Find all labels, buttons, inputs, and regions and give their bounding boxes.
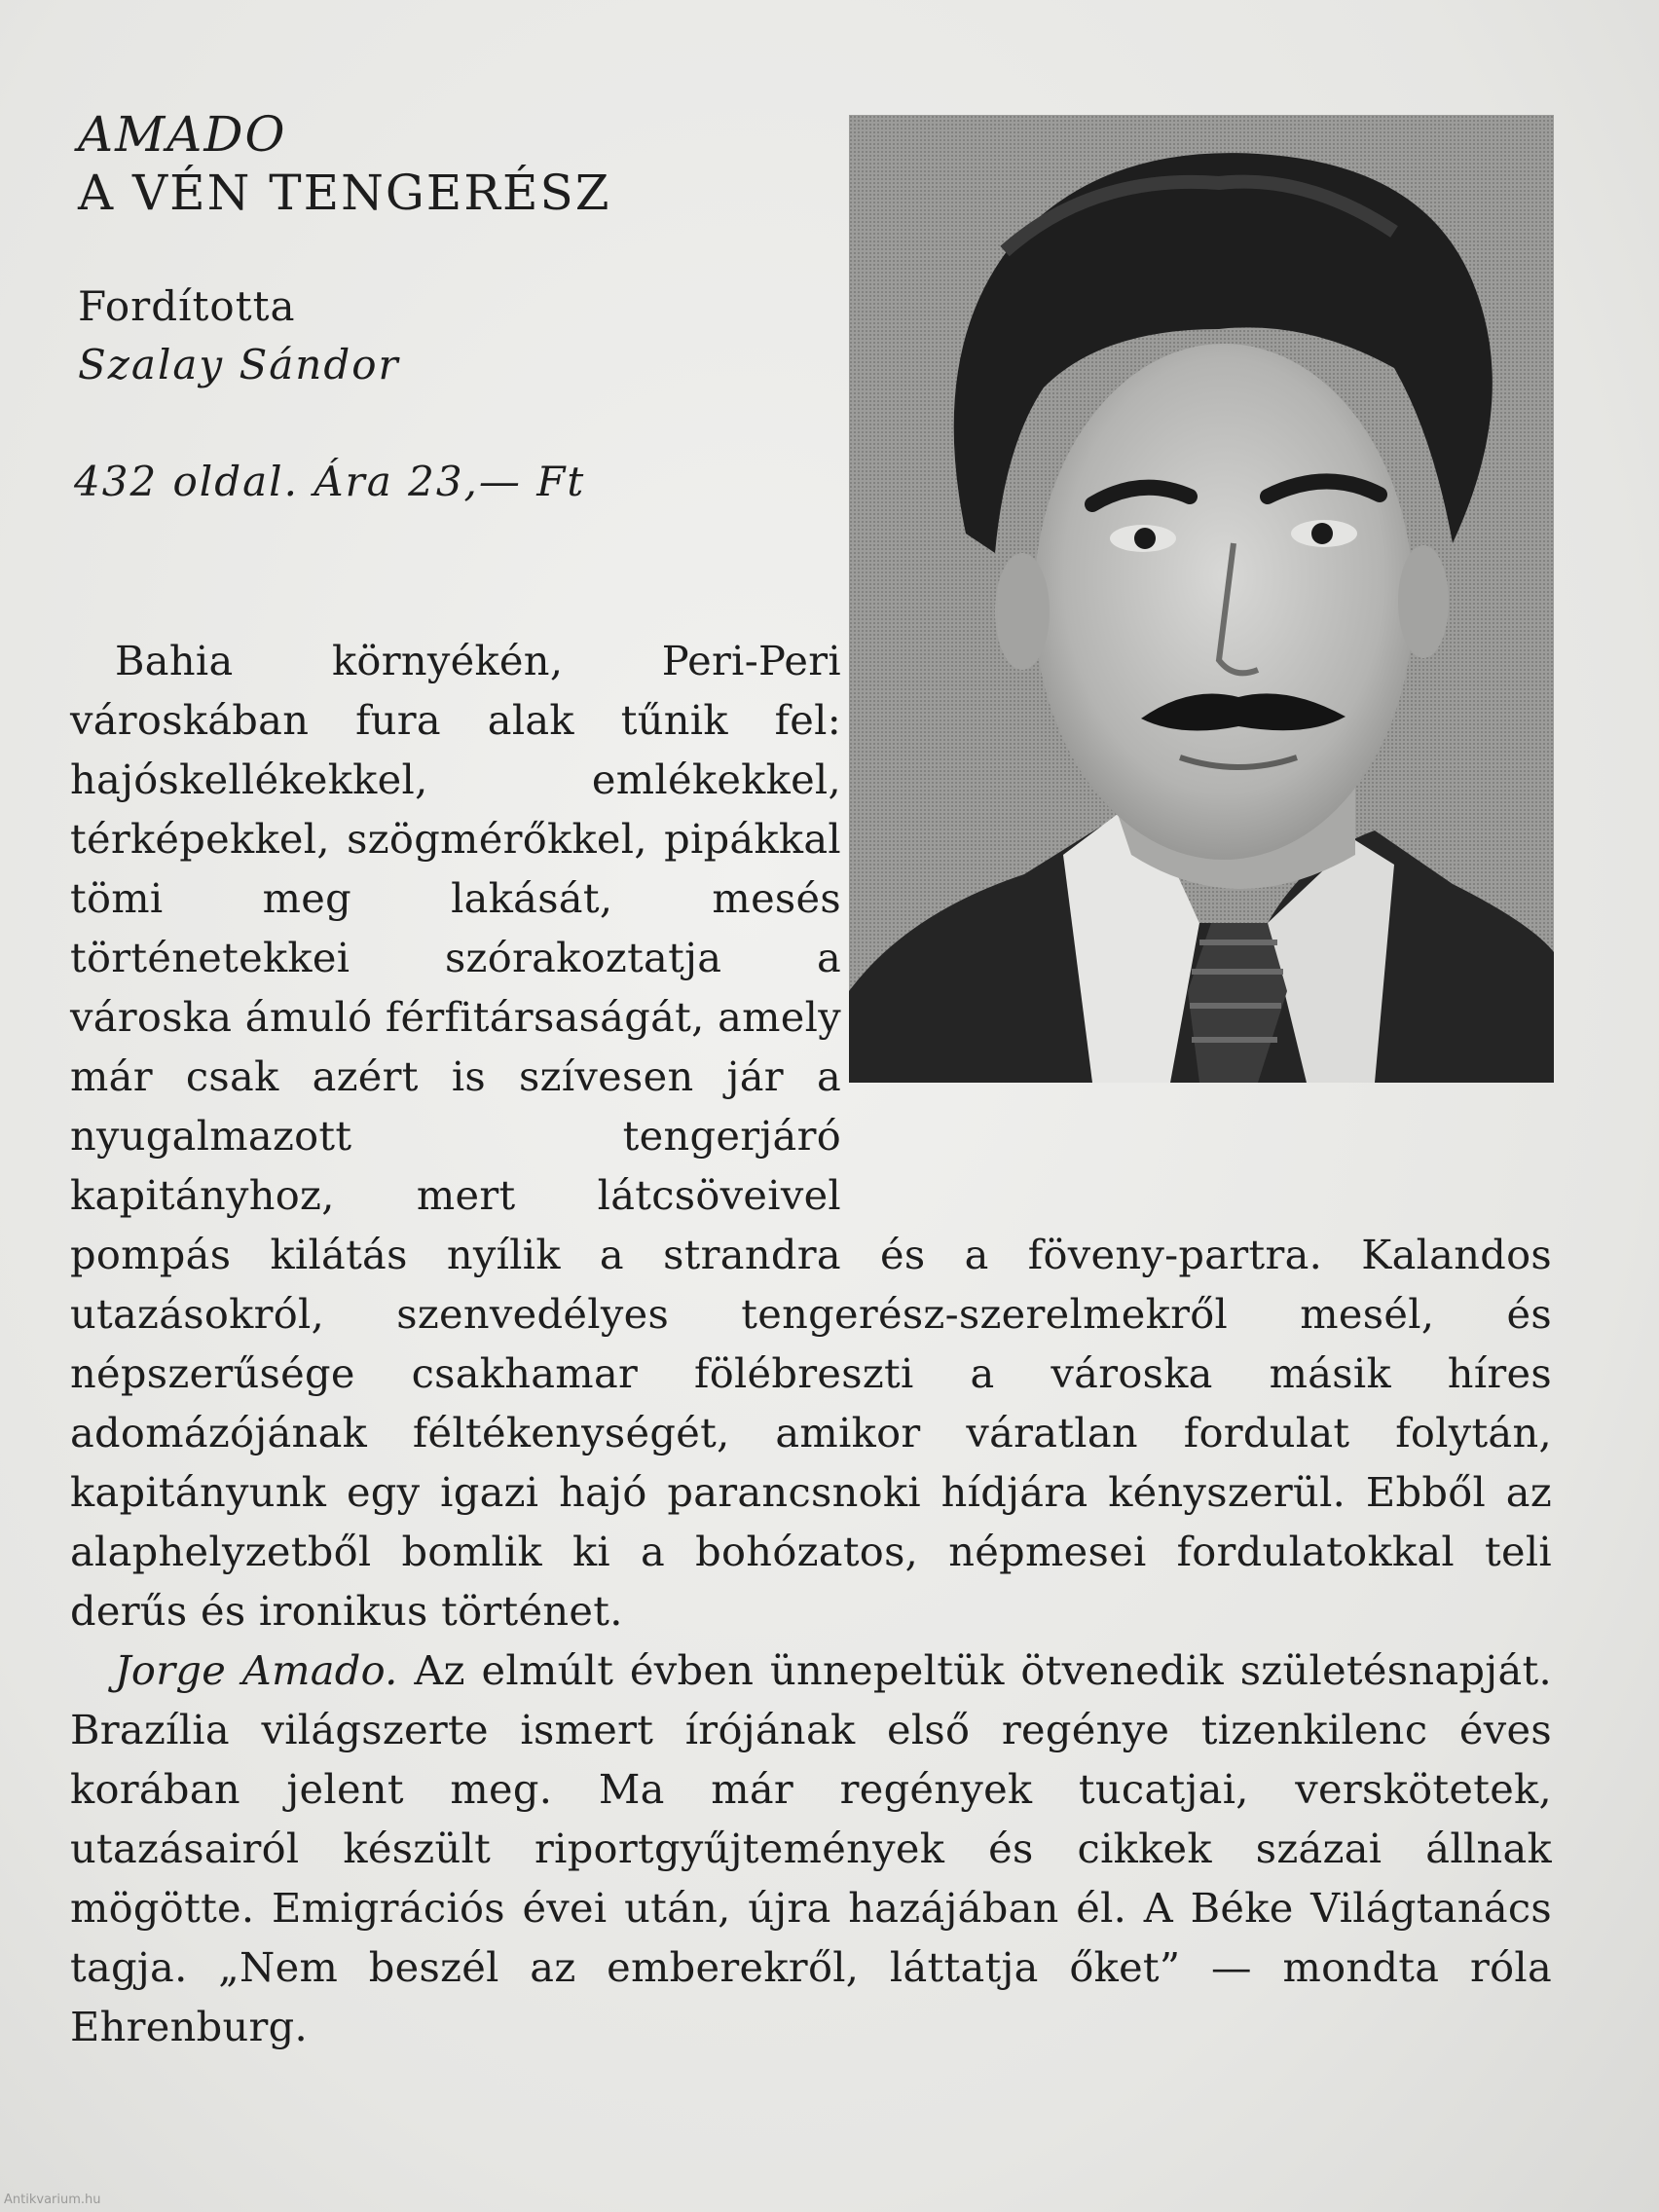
bio-text: Az elmúlt évben ünnepeltük ötvenedik születésnapját. Brazília világszerte ismert írójának első regénye tizenkilenc éves korában jelent meg. Ma már regények tucatjai, verskötetek, utazásairól készült riportgyűjtemények és cikkek százai állnak mögötte. Emigrációs évei után, újra hazájában él. A Béke Világtanács tagja. „Nem beszél az emberekről, láttatja őket” — mondta róla Ehrenburg. [70, 1646, 1552, 2050]
pages-and-price: 432 oldal. Ára 23,— Ft [74, 458, 586, 505]
bio-lead: Jorge Amado. [115, 1646, 398, 1694]
synopsis-paragraph: Bahia környékén, Peri-Peri városkában fura alak tűnik fel: hajóskellékekkel, emlékekkel, térképekkel, szögmérőkkel, pipákkal tömi meg lakását, mesés történetekkei szórakoztatja a városka ámuló férfitársaságát, amely már csak azért is szívesen jár a nyugalmazott tengerjáró kapitányhoz, mert látcsöveivel pompás kilátás nyílik a strandra és a föveny-partra. Kalandos utazásokról, szenvedélyes tengerész-szerelmekről mesél, és népszerűsége csakhamar fölébreszti a városka másik híres adomázójának féltékenységét, amikor váratlan fordulat folytán, kapitányunk egy igazi hajó parancsnoki hídjára kényszerül. Ebből az alaphelyzetből bomlik ki a bohózatos, népmesei fordulatokkal teli derűs és ironikus történet. [70, 637, 1552, 1635]
bio-paragraph [70, 1641, 1552, 2056]
header [78, 105, 798, 222]
translator-name: Szalay Sándor [78, 341, 400, 388]
book-title: A VÉN TENGERÉSZ [78, 165, 611, 221]
author-name: AMADO [78, 106, 287, 163]
photo-wrap-spacer [841, 631, 1552, 1178]
body-text [70, 631, 1552, 2056]
watermark: Antikvarium.hu [4, 2193, 101, 2207]
translated-by-label: Fordította [78, 282, 296, 330]
